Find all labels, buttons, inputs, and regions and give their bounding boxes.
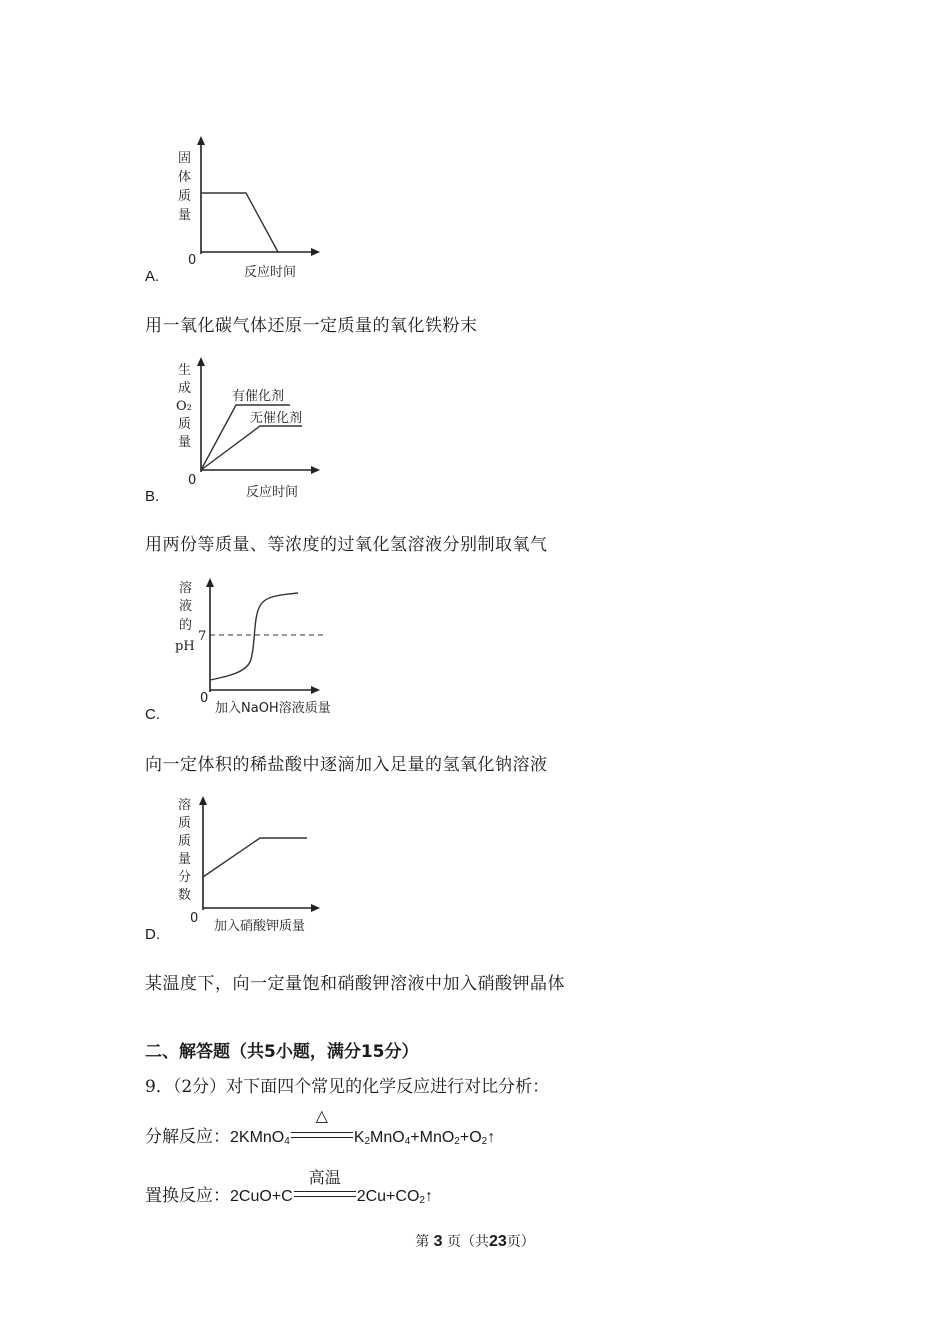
graph-b (170, 354, 330, 504)
y-axis-arrow (197, 136, 205, 145)
y-axis-label (176, 362, 192, 450)
question-text: 对下面四个常见的化学反应进行对比分析： (226, 1077, 550, 1097)
x-axis-label: 反应时间 (244, 265, 297, 280)
y-axis-label (175, 580, 195, 654)
page-footer: 第 3 页（共23页） (415, 1233, 535, 1250)
y-label-char: 成 (178, 381, 192, 396)
section-title: 二、解答题（共5小题，满分15分） (145, 1042, 419, 1062)
x-axis-arrow (311, 248, 320, 256)
y-label-char: 量 (178, 852, 192, 867)
y-label-char: 质 (178, 189, 192, 204)
gas-arrow-icon: ↑ (487, 1129, 496, 1146)
question-number: 9． (145, 1077, 173, 1097)
equation-decomposition (145, 1105, 496, 1148)
y-axis-arrow (199, 796, 207, 805)
origin-label: 0 (190, 911, 199, 926)
x-axis-label: 加入硝酸钾质量 (214, 919, 306, 934)
origin-label: 0 (200, 691, 209, 706)
y-label-char: 质 (178, 834, 192, 849)
ph-neutral-value: 7 (198, 629, 207, 644)
ph-titration-curve (210, 593, 298, 680)
y-label-char: 数 (178, 888, 192, 903)
equation-reactants: 2KMnO$_4$ (230, 1129, 290, 1147)
curve-label-without-catalyst: 无催化剂 (250, 411, 303, 426)
y-label-char: 液 (179, 599, 193, 614)
equation-displacement (145, 1167, 433, 1207)
gas-arrow-icon: ↑ (424, 1188, 433, 1205)
option-c-description: 向一定体积的稀盐酸中逐滴加入足量的氢氧化钠溶液 (145, 755, 548, 775)
equation-products: $2Cu+CO_2↑$ (356, 1188, 433, 1206)
current-page: 3 (433, 1233, 443, 1250)
y-label-char: pH (175, 639, 195, 654)
option-d-letter: D. (145, 926, 160, 943)
high-temp-condition-label: 高温 (308, 1167, 341, 1187)
curve-solute-fraction (203, 838, 307, 877)
graph-d (170, 792, 340, 942)
y-label-char: 质 (178, 417, 192, 432)
equation-label: 分解反应： (145, 1127, 230, 1147)
graph-a (170, 134, 330, 284)
option-d-description: 某温度下，向一定量饱和硝酸钾溶液中加入硝酸钾晶体 (145, 974, 565, 994)
reaction-condition (294, 1167, 356, 1207)
curve-without-catalyst (201, 426, 302, 470)
curve-label-with-catalyst: 有催化剂 (232, 389, 285, 404)
x-axis-label: 反应时间 (246, 485, 299, 500)
equation-products: $K_2MnO_4+MnO_2+O_2↑$ (353, 1129, 496, 1147)
option-b-description: 用两份等质量、等浓度的过氧化氢溶液分别制取氧气 (145, 535, 548, 555)
y-axis-label (178, 151, 191, 223)
y-label-char: 生 (178, 363, 192, 378)
y-label-char: O₂ (176, 399, 192, 414)
origin-label: 0 (188, 473, 197, 488)
equation-reactants: 2CuO+C (230, 1188, 293, 1205)
y-axis-arrow (197, 357, 205, 366)
y-label-char: 溶 (179, 581, 193, 596)
y-label-char: 溶 (178, 798, 192, 813)
reaction-condition (291, 1105, 353, 1148)
heat-condition-label: △ (315, 1105, 328, 1125)
y-label-char: 固 (178, 151, 192, 166)
option-a-letter: A. (145, 268, 160, 285)
x-axis-arrow (311, 904, 320, 912)
y-label-char: 的 (179, 618, 193, 633)
y-label-char: 量 (178, 208, 192, 223)
y-axis-label (178, 797, 191, 903)
option-c-letter: C. (145, 706, 160, 723)
y-axis-arrow (206, 578, 214, 587)
total-pages: 23 (489, 1233, 507, 1250)
question-points: （2分） (172, 1077, 227, 1097)
y-label-char: 分 (178, 870, 192, 885)
curve-solid-mass (201, 193, 278, 252)
x-axis-arrow (311, 686, 320, 694)
y-label-char: 体 (178, 170, 192, 185)
question-9 (145, 1072, 549, 1097)
option-b-letter: B. (145, 488, 160, 505)
graph-c (170, 574, 360, 724)
x-axis-label: 加入NaOH溶液质量 (215, 701, 331, 716)
y-label-char: 质 (178, 816, 192, 831)
option-a-description: 用一氧化碳气体还原一定质量的氧化铁粉末 (145, 316, 478, 336)
y-label-char: 量 (178, 435, 192, 450)
equation-label: 置换反应： (145, 1186, 230, 1206)
x-axis-arrow (311, 466, 320, 474)
origin-label: 0 (188, 253, 197, 268)
